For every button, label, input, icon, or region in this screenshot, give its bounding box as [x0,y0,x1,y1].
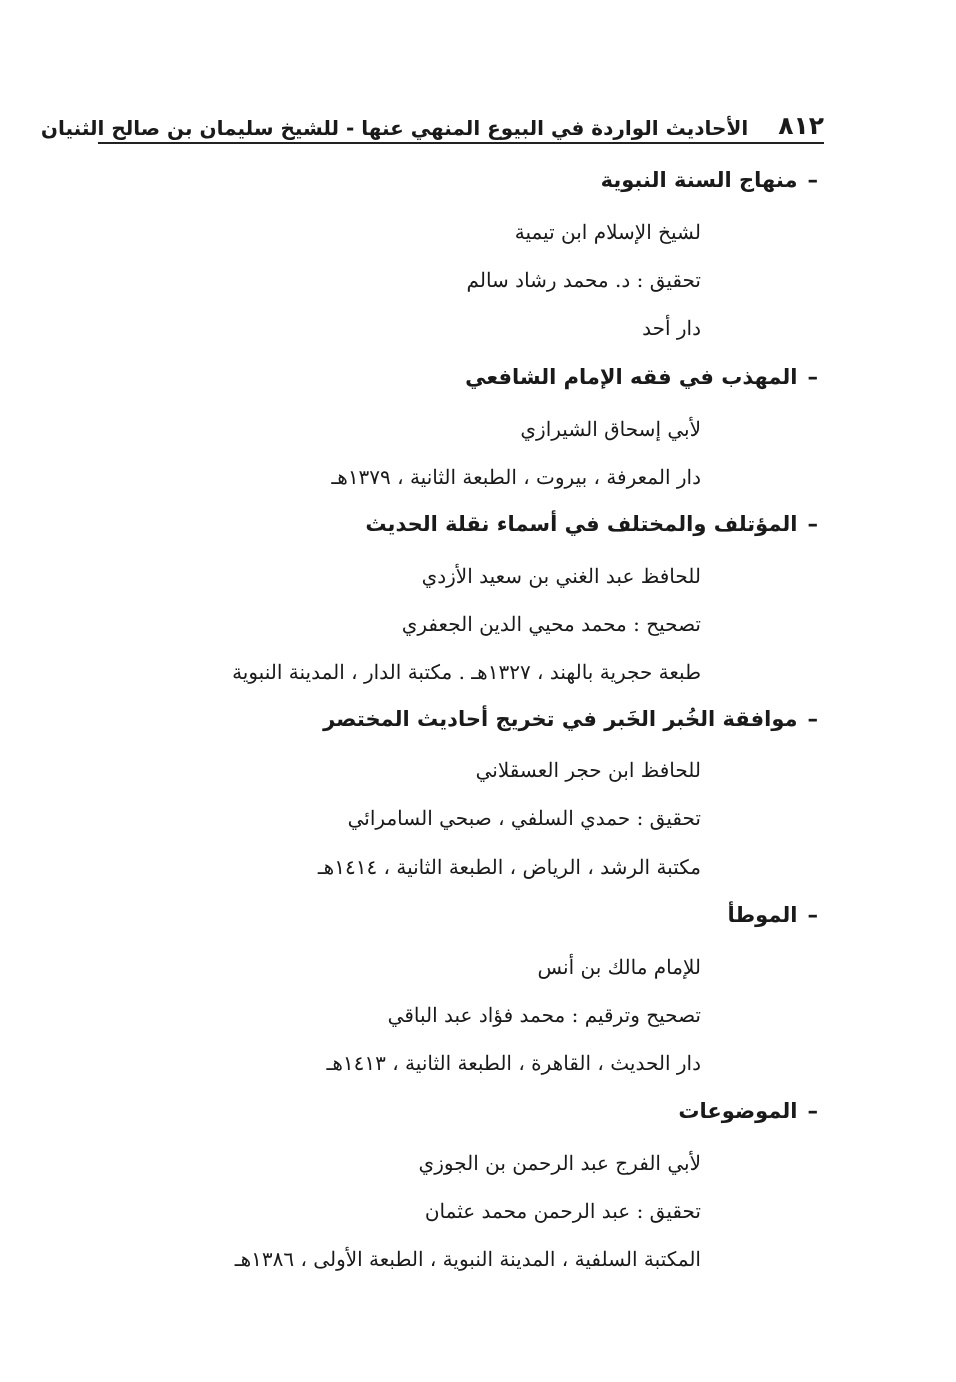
entry-dash: – [807,1099,818,1123]
entry-title-text: المهذب في فقه الإمام الشافعي [465,365,798,389]
entry-title [465,365,818,389]
entry-editor: تحقيق : د. محمد رشاد سالم [466,268,701,292]
entry-title-text: منهاج السنة النبوية [600,168,798,192]
page-number: ٨١٢ [778,111,824,140]
entry-dash: – [807,365,818,389]
entry-author: للحافظ ابن حجر العسقلاني [475,758,701,782]
entry-dash: – [807,168,818,192]
entry-dash: – [807,903,818,927]
entry-publisher: طبعة حجرية بالهند ، ١٣٢٧هـ . مكتبة الدار ، المدينة النبوية [232,660,701,684]
entry-publisher: المكتبة السلفية ، المدينة النبوية ، الطبعة الأولى ، ١٣٨٦هـ [234,1247,701,1271]
entry-title-text: الموضوعات [678,1099,798,1123]
entry-title-text: موافقة الخُبر الخَبر في تخريج أحاديث المختصر [323,707,798,731]
entry-dash: – [807,512,818,536]
entry-author: لأبي إسحاق الشيرازي [520,417,701,441]
entry-author: للإمام مالك بن أنس [537,955,701,979]
entry-editor: تصحيح وترقيم : محمد فؤاد عبد الباقي [387,1003,701,1027]
entry-editor: تحقيق : عبد الرحمن محمد عثمان [424,1199,701,1223]
entry-publisher: مكتبة الرشد ، الرياض ، الطبعة الثانية ، ١٤١٤هـ [317,855,701,879]
entry-dash: – [807,707,818,731]
entry-title [323,707,818,731]
entry-title [678,1099,818,1123]
entry-title-text: الموطأ [727,903,798,927]
entry-title [365,512,818,536]
entry-title-text: المؤتلف والمختلف في أسماء نقلة الحديث [365,512,798,536]
entry-editor: تحقيق : حمدي السلفي ، صبحي السامرائي [347,806,701,830]
entry-publisher: دار الحديث ، القاهرة ، الطبعة الثانية ، ١٤١٣هـ [326,1051,701,1075]
entry-publisher: دار المعرفة ، بيروت ، الطبعة الثانية ، ١٣٧٩هـ [331,465,701,489]
running-header [40,98,824,144]
entry-editor: تصحيح : محمد محيي الدين الجعفري [401,612,701,636]
running-header-title: الأحاديث الواردة في البيوع المنهي عنها - للشيخ سليمان بن صالح الثنيان [40,116,749,140]
entry-author: للحافظ عبد الغني بن سعيد الأزدي [421,564,701,588]
entry-title [601,168,818,192]
entry-title [728,903,819,927]
entry-author: لأبي الفرج عبد الرحمن بن الجوزي [418,1151,701,1175]
entry-author: لشيخ الإسلام ابن تيمية [514,220,701,244]
entry-publisher: دار أحد [642,316,701,340]
